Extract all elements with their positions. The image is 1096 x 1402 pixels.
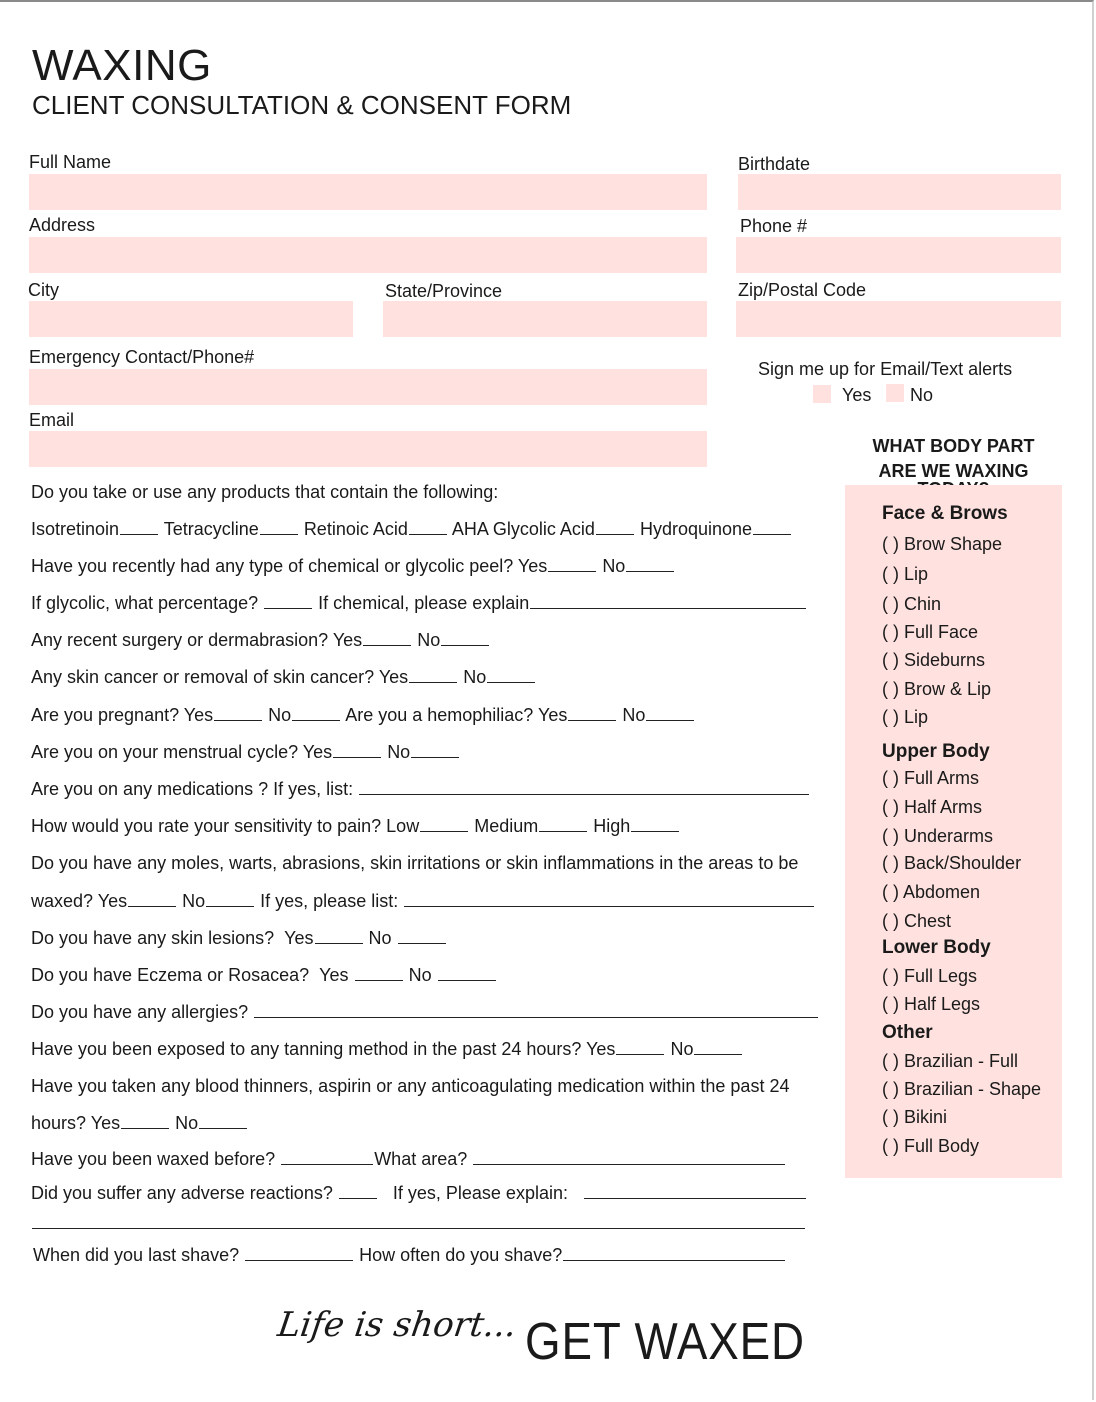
question-glycolic: If glycolic, what percentage? If chemical, please explain <box>31 594 807 612</box>
alerts-label: Sign me up for Email/Text alerts <box>758 359 1013 379</box>
birthdate-label: Birthdate <box>738 154 811 174</box>
option-brazilian-full[interactable]: ( ) Brazilian - Full <box>882 1051 1019 1071</box>
state-field[interactable] <box>383 301 707 337</box>
option-full-body[interactable]: ( ) Full Body <box>882 1136 980 1156</box>
question-menstrual: Are you on your menstrual cycle? Yes No <box>31 743 460 761</box>
alerts-no-checkbox[interactable] <box>886 384 904 402</box>
option-underarms[interactable]: ( ) Underarms <box>882 826 994 846</box>
option-lip-2[interactable]: ( ) Lip <box>882 707 929 727</box>
city-label: City <box>28 280 59 300</box>
question-eczema: Do you have Eczema or Rosacea? Yes No <box>31 966 497 984</box>
question-product-list: Isotretinoin Tetracycline Retinoic Acid AHA Glycolic Acid Hydroquinone <box>31 520 792 538</box>
state-label: State/Province <box>385 281 503 301</box>
option-brow-shape[interactable]: ( ) Brow Shape <box>882 534 1003 554</box>
email-field[interactable] <box>29 431 707 467</box>
address-label: Address <box>29 215 96 235</box>
zip-field[interactable] <box>736 301 1061 337</box>
phone-field[interactable] <box>736 237 1061 273</box>
option-back-shoulder[interactable]: ( ) Back/Shoulder <box>882 853 1022 873</box>
question-surgery: Any recent surgery or dermabrasion? Yes No <box>31 631 490 649</box>
adverse-explain-line[interactable] <box>32 1228 805 1229</box>
option-brow-lip[interactable]: ( ) Brow & Lip <box>882 679 992 699</box>
alerts-yes-checkbox[interactable] <box>813 385 831 403</box>
question-products: Do you take or use any products that contain the following: <box>31 482 499 502</box>
tagline-get-waxed: GET WAXED <box>525 1313 805 1371</box>
question-moles: Do you have any moles, warts, abrasions, skin irritations or skin inflammations in the areas to be <box>31 853 799 873</box>
question-pain: How would you rate your sensitivity to pain? Low Medium High <box>31 817 680 835</box>
birthdate-field[interactable] <box>738 174 1061 210</box>
city-field[interactable] <box>29 301 353 337</box>
option-sideburns[interactable]: ( ) Sideburns <box>882 650 986 670</box>
full-name-label: Full Name <box>29 152 112 172</box>
question-shave: When did you last shave? How often do you shave? <box>33 1246 786 1264</box>
section-lower-body: Lower Body <box>882 937 991 958</box>
form-title: WAXING <box>32 41 212 90</box>
question-blood-thinners-cont: hours? Yes No <box>31 1114 248 1132</box>
alerts-yes-label: Yes <box>842 385 872 405</box>
body-part-heading-1: WHAT BODY PART <box>872 436 1035 456</box>
tagline-script: Life is short... <box>275 1305 520 1345</box>
option-full-legs[interactable]: ( ) Full Legs <box>882 966 978 986</box>
zip-label: Zip/Postal Code <box>738 280 867 300</box>
question-moles-cont: waxed? Yes No If yes, please list: <box>31 892 815 910</box>
question-tanning: Have you been exposed to any tanning method in the past 24 hours? Yes No <box>31 1040 743 1058</box>
address-field[interactable] <box>29 237 707 273</box>
emergency-contact-field[interactable] <box>29 369 707 405</box>
question-cancer: Any skin cancer or removal of skin cancer? Yes No <box>31 668 536 686</box>
alerts-no-label: No <box>910 385 934 405</box>
section-upper-body: Upper Body <box>882 741 990 762</box>
option-brazilian-shape[interactable]: ( ) Brazilian - Shape <box>882 1079 1042 1099</box>
body-part-heading-2: ARE WE WAXING <box>878 461 1029 481</box>
emergency-contact-label: Emergency Contact/Phone# <box>29 347 255 367</box>
option-full-face[interactable]: ( ) Full Face <box>882 622 979 642</box>
option-half-arms[interactable]: ( ) Half Arms <box>882 797 983 817</box>
option-full-arms[interactable]: ( ) Full Arms <box>882 768 979 788</box>
option-half-legs[interactable]: ( ) Half Legs <box>882 994 981 1014</box>
question-blood-thinners: Have you taken any blood thinners, aspirin or any anticoagulating medication within the past 24 <box>31 1076 790 1096</box>
option-chin[interactable]: ( ) Chin <box>882 594 942 614</box>
phone-label: Phone # <box>740 216 808 236</box>
question-pregnant: Are you pregnant? Yes No Are you a hemophiliac? Yes No <box>31 706 695 724</box>
full-name-field[interactable] <box>29 174 707 210</box>
question-adverse: Did you suffer any adverse reactions? If yes, Please explain: <box>31 1184 807 1202</box>
option-bikini[interactable]: ( ) Bikini <box>882 1107 948 1127</box>
question-waxed-before: Have you been waxed before? What area? <box>31 1150 786 1168</box>
form-subtitle: CLIENT CONSULTATION & CONSENT FORM <box>32 90 572 120</box>
question-allergies: Do you have any allergies? <box>31 1003 819 1021</box>
section-other: Other <box>882 1022 933 1043</box>
option-abdomen[interactable]: ( ) Abdomen <box>882 882 981 902</box>
email-label: Email <box>29 410 75 430</box>
question-peel: Have you recently had any type of chemical or glycolic peel? Yes No <box>31 557 675 575</box>
question-lesions: Do you have any skin lesions? Yes No <box>31 929 447 947</box>
option-lip[interactable]: ( ) Lip <box>882 564 929 584</box>
option-chest[interactable]: ( ) Chest <box>882 911 952 931</box>
question-medications: Are you on any medications ? If yes, list: <box>31 780 810 798</box>
section-face-brows: Face & Brows <box>882 503 1008 524</box>
